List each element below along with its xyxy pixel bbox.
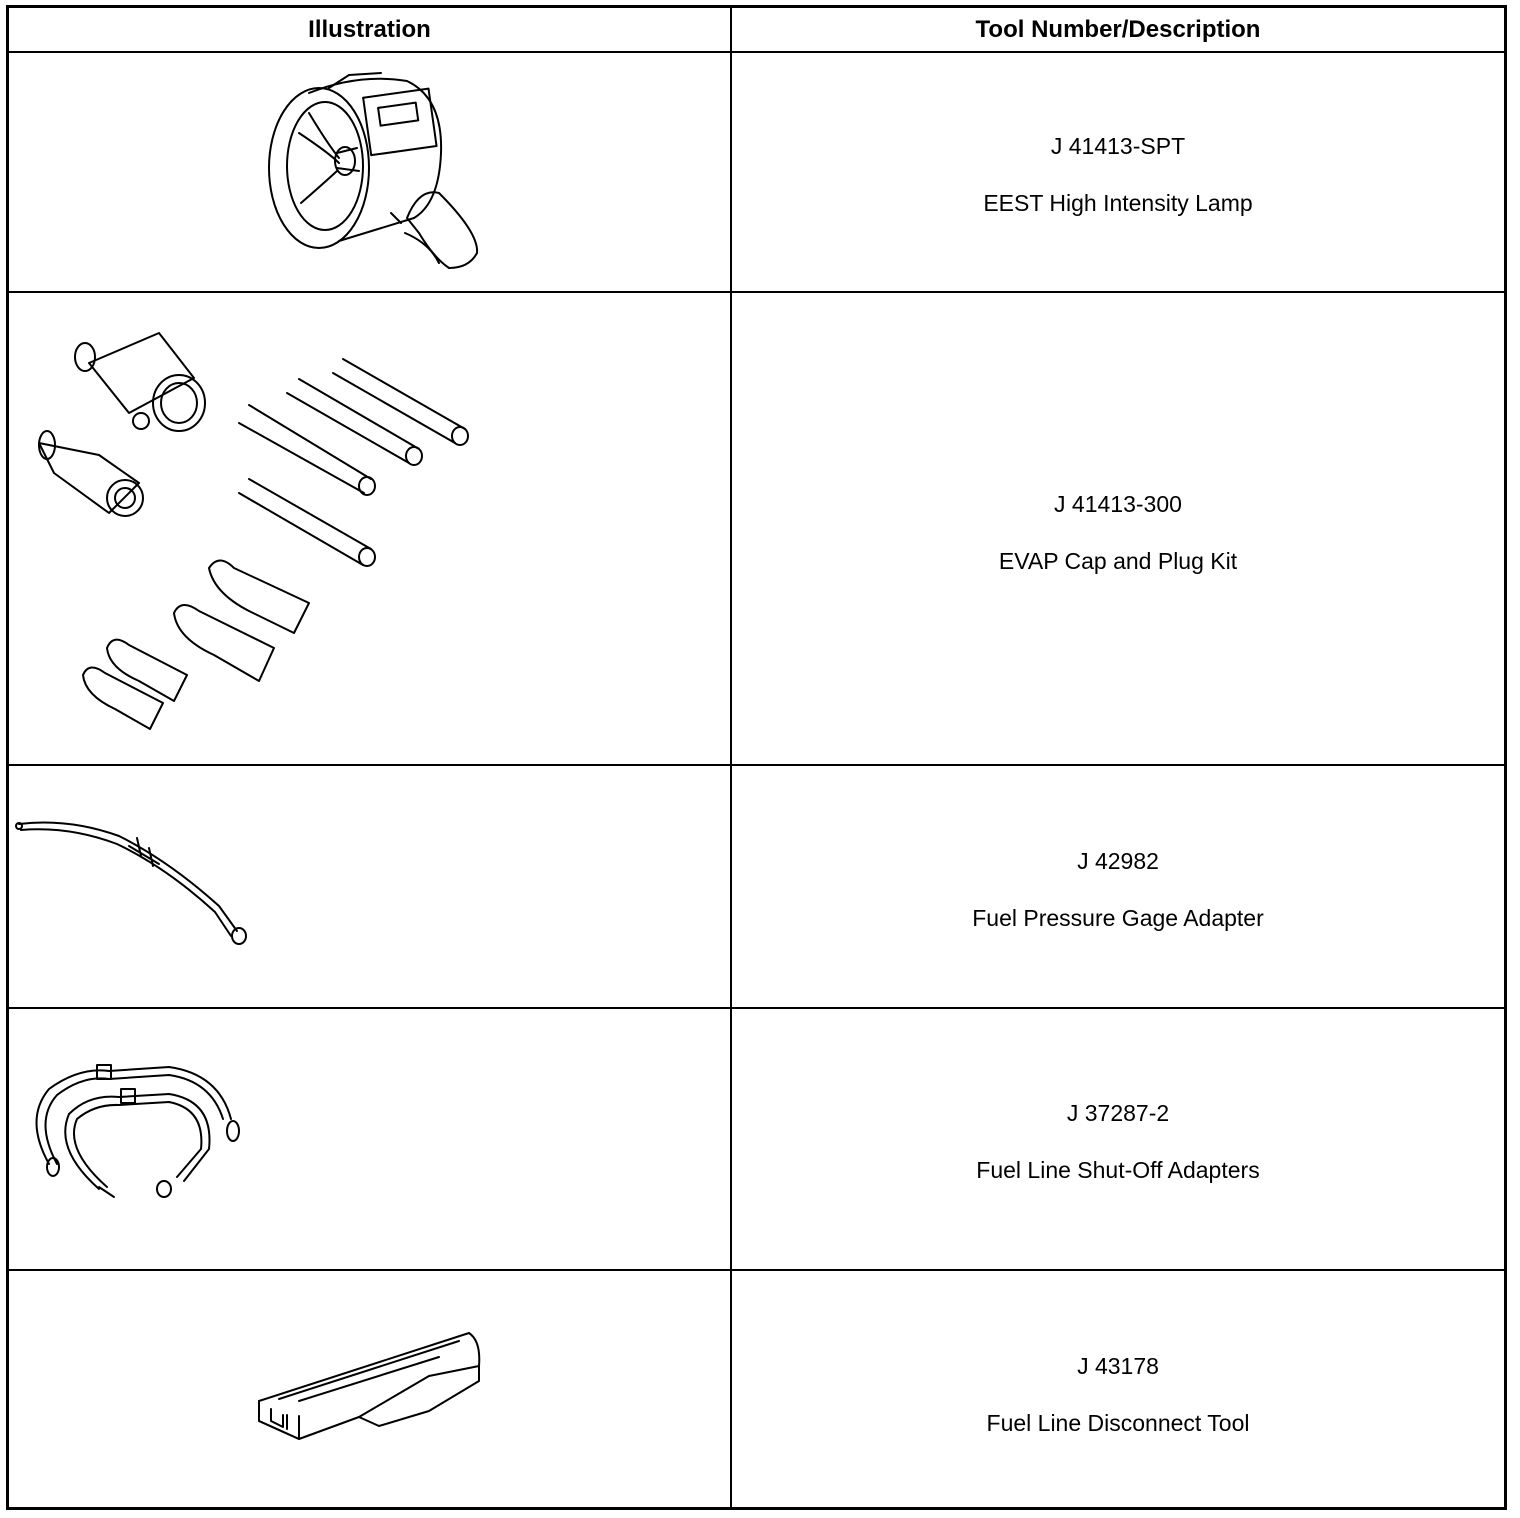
row-3-description	[732, 848, 1504, 932]
header-illustration: Illustration	[9, 8, 730, 53]
column-divider	[730, 8, 732, 1507]
row-5-description	[732, 1353, 1504, 1437]
cap-and-plug-kit-icon	[9, 293, 730, 764]
tool-name: Fuel Pressure Gage Adapter	[972, 905, 1264, 931]
tool-number: J 37287-2	[1066, 1100, 1170, 1126]
tool-number: J 41413-SPT	[1050, 133, 1186, 159]
gage-adapter-hose-icon	[9, 766, 730, 1007]
row-1-description	[732, 133, 1504, 217]
tool-table	[6, 5, 1507, 1510]
tool-name: EVAP Cap and Plug Kit	[998, 548, 1238, 574]
high-intensity-lamp-icon	[9, 53, 730, 291]
shut-off-adapters-icon	[9, 1009, 730, 1269]
disconnect-tool-icon	[9, 1271, 730, 1507]
tool-number: J 43178	[1077, 1353, 1159, 1379]
tool-name: Fuel Line Disconnect Tool	[986, 1410, 1250, 1436]
tool-number: J 42982	[1077, 848, 1159, 874]
row-4-description	[732, 1100, 1504, 1184]
header-tool-description: Tool Number/Description	[732, 8, 1504, 53]
row-2-description	[732, 491, 1504, 575]
tool-number: J 41413-300	[1054, 491, 1182, 517]
tool-name: Fuel Line Shut-Off Adapters	[976, 1157, 1260, 1183]
tool-name: EEST High Intensity Lamp	[983, 190, 1253, 216]
